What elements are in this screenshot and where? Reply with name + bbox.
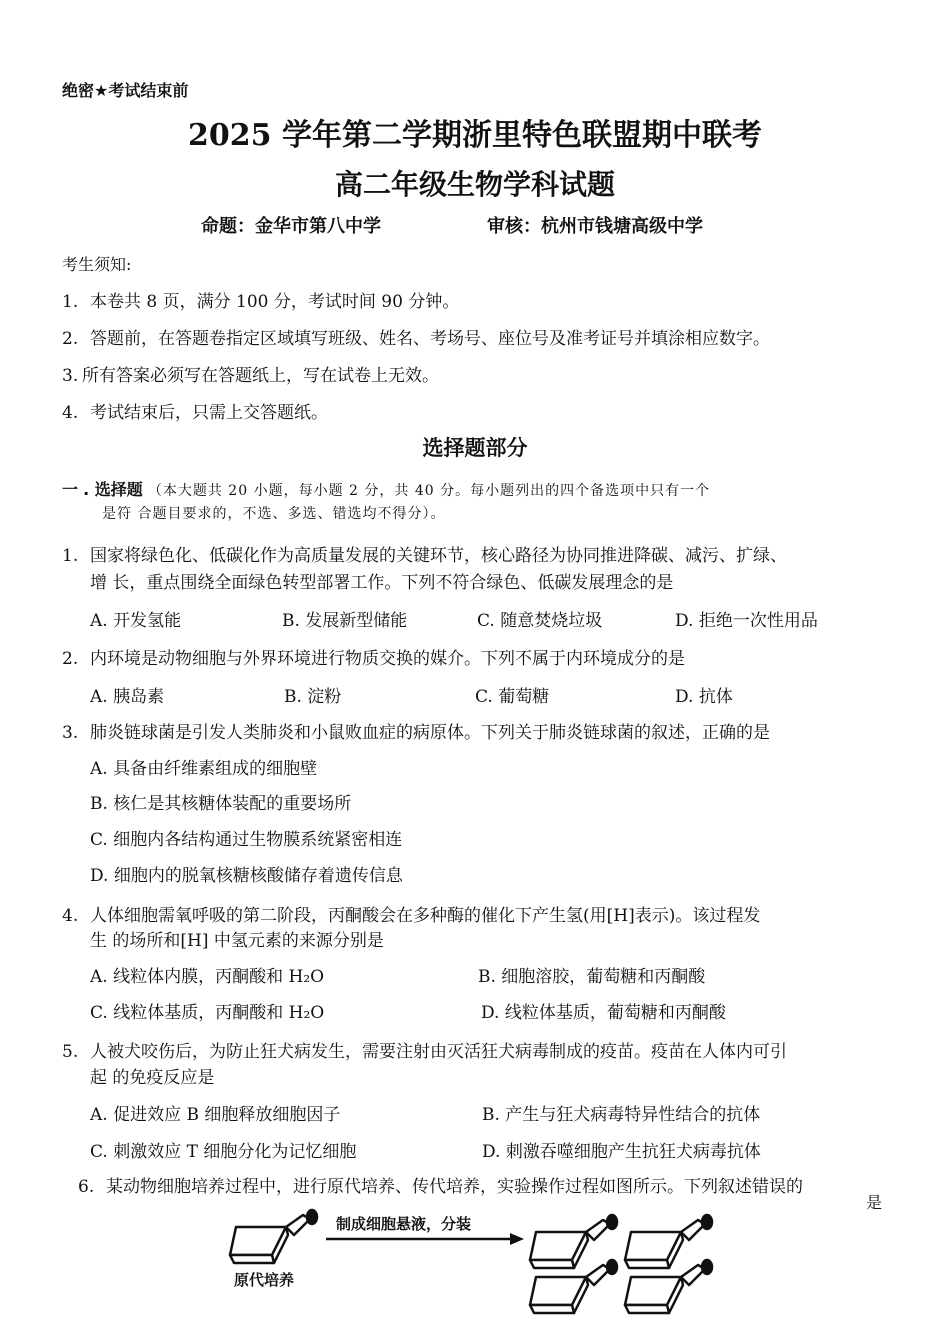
question-6-cont: 是 [866,1193,883,1212]
question-6: 6. 某动物细胞培养过程中，进行原代培养、传代培养，实验操作过程如图所示。下列叙述错误的 [78,1177,803,1197]
q1-option-b: B. 发展新型储能 [282,611,408,631]
q5-option-a: A. 促进效应 B 细胞释放细胞因子 [90,1105,341,1125]
notice-item: 4. 考试结束后，只需上交答题纸。 [62,403,328,423]
question-3: 3. 肺炎链球菌是引发人类肺炎和小鼠败血症的病原体。下列关于肺炎链球菌的叙述，正确的是 [62,723,770,743]
q3-option-a: A. 具备由纤维素组成的细胞壁 [90,759,318,779]
question-4-cont: 生 的场所和[H] 中氢元素的来源分别是 [90,931,384,951]
primary-culture-flask [230,1210,317,1263]
part-heading: 一 . 选择题 （本大题共 20 小题，每小题 2 分，共 40 分。每小题列出的四个备选项中只有一个 [62,480,711,499]
reviewer-line: 审核：杭州市钱塘高级中学 [487,216,703,237]
process-arrow [326,1233,524,1245]
notice-item: 2. 答题前，在答题卷指定区域填写班级、姓名、考场号、座位号及准考证号并填涂相应数字。 [62,329,770,349]
q2-option-d: D. 抗体 [675,687,733,707]
arrow-label: 制成细胞悬液，分装 [336,1215,472,1233]
primary-culture-label: 原代培养 [234,1271,295,1289]
q3-option-d: D. 细胞内的脱氧核糖核酸储存着遗传信息 [90,866,403,886]
q5-option-d: D. 刺激吞噬细胞产生抗狂犬病毒抗体 [482,1142,761,1162]
subculture-flask [625,1215,712,1268]
notice-item: 3. 所有答案必须写在答题纸上，写在试卷上无效。 [62,366,439,386]
cell-culture-figure [228,1205,728,1320]
q2-option-c: C. 葡萄糖 [475,687,550,707]
section-title: 选择题部分 [422,436,528,460]
q4-option-a: A. 线粒体内膜，丙酮酸和 H₂O [90,967,325,987]
q4-option-d: D. 线粒体基质，葡萄糖和丙酮酸 [481,1003,726,1023]
notice-item: 1. 本卷共 8 页，满分 100 分，考试时间 90 分钟。 [62,292,460,312]
q2-option-a: A. 胰岛素 [90,687,165,707]
exam-title: 2025 学年第二学期浙里特色联盟期中联考 [188,118,762,153]
q2-option-b: B. 淀粉 [284,687,342,707]
q5-option-c: C. 刺激效应 T 细胞分化为记忆细胞 [90,1142,357,1162]
question-5: 5. 人被犬咬伤后，为防止狂犬病发生，需要注射由灭活狂犬病毒制成的疫苗。疫苗在人体内可引 [62,1042,787,1062]
q3-option-c: C. 细胞内各结构通过生物膜系统紧密相连 [90,830,403,850]
q1-option-c: C. 随意焚烧垃圾 [477,611,603,631]
subculture-flask [530,1215,617,1268]
notice-heading: 考生须知: [62,255,132,274]
question-5-cont: 起 的免疫反应是 [90,1068,215,1088]
q5-option-b: B. 产生与狂犬病毒特异性结合的抗体 [482,1105,761,1125]
question-1: 1. 国家将绿色化、低碳化作为高质量发展的关键环节，核心路径为协同推进降碳、减污、扩绿、 [62,546,787,566]
question-1-cont: 增 长，重点围绕全面绿色转型部署工作。下列不符合绿色、低碳发展理念的是 [90,573,674,593]
q4-option-b: B. 细胞溶胶，葡萄糖和丙酮酸 [478,967,706,987]
q1-option-a: A. 开发氢能 [90,611,182,631]
author-line: 命题：金华市第八中学 [201,216,381,237]
q4-option-c: C. 线粒体基质，丙酮酸和 H₂O [90,1003,325,1023]
question-2: 2. 内环境是动物细胞与外界环境进行物质交换的媒介。下列不属于内环境成分的是 [62,649,685,669]
q1-option-d: D. 拒绝一次性用品 [675,611,818,631]
question-4: 4. 人体细胞需氧呼吸的第二阶段，丙酮酸会在多种酶的催化下产生氢(用[H]表示)。该过程发 [62,906,761,926]
exam-subtitle: 高二年级生物学科试题 [334,168,615,201]
confidential-mark: 绝密★考试结束前 [62,81,189,100]
q3-option-b: B. 核仁是其核糖体装配的重要场所 [90,794,352,814]
part-desc: 是符 合题目要求的，不选、多选、错选均不得分）。 [102,506,446,522]
